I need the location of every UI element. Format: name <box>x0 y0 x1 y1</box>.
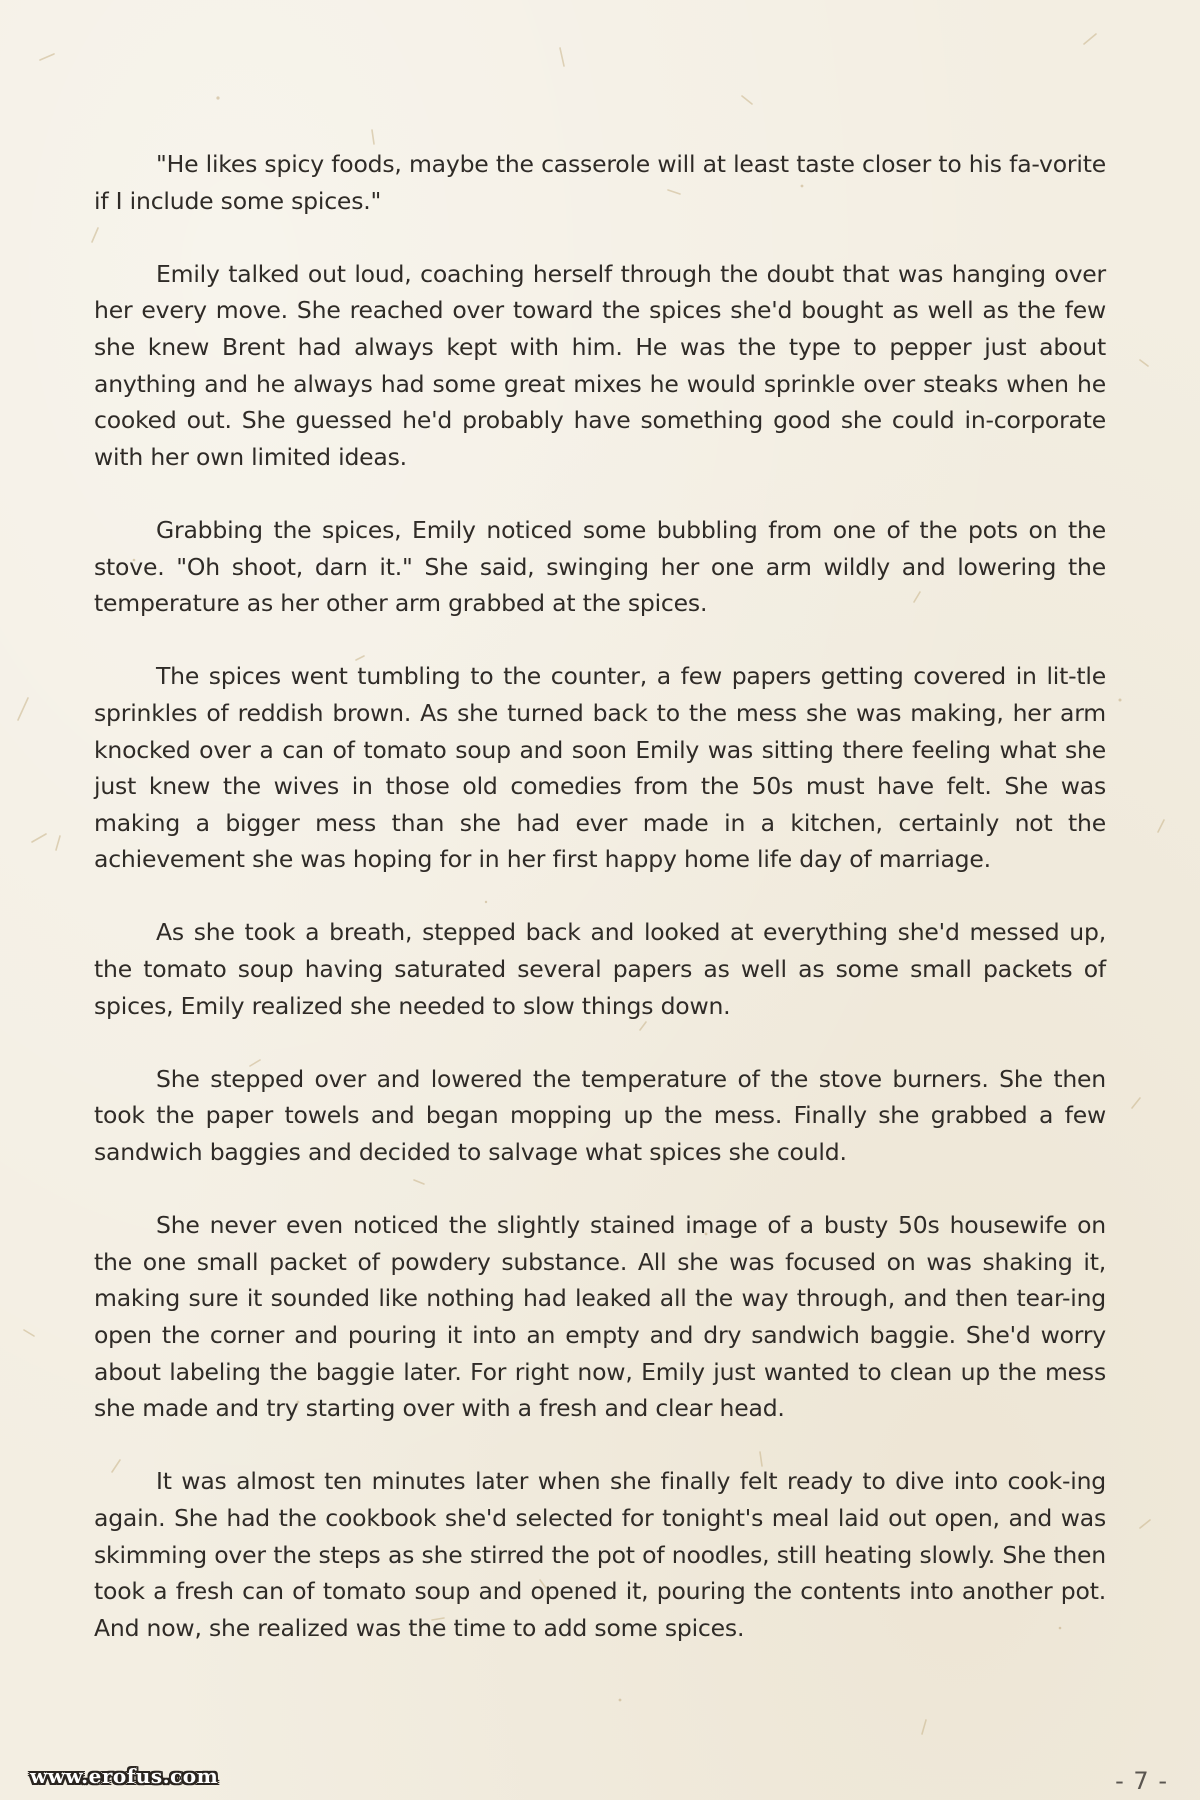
page-number: - 7 - <box>1115 1767 1168 1795</box>
paragraph-2: Emily talked out loud, coaching herself through the doubt that was hanging over her every move. She reached over toward the spices she'd bought as well as the few she knew Brent had always kept with him. He was the type to pepper just about anything and he always had some great mixes he would sprinkle over steaks when he cooked out. She guessed he'd probably have something good she could in-corporate with her own limited ideas. <box>94 259 1106 471</box>
paragraph-6: She stepped over and lowered the temperature of the stove burners. She then took the paper towels and began mopping up the mess. Finally she grabbed a few sandwich baggies and decided to salvage what spices she could. <box>94 1064 1106 1167</box>
story-text <box>94 146 1106 1646</box>
paragraph-4: The spices went tumbling to the counter, a few papers getting covered in lit-tle sprinkles of reddish brown. As she turned back to the mess she was making, her arm knocked over a can of tomato soup and soon Emily was sitting there feeling what she just knew the wives in those old comedies from the 50s must have felt. She was making a bigger mess than she had ever made in a kitchen, certainly not the achievement she was hoping for in her first happy home life day of marriage. <box>94 662 1106 874</box>
paragraph-8: It was almost ten minutes later when she finally felt ready to dive into cook-ing again. She had the cookbook she'd selected for tonight's meal laid out open, and was skimming over the steps as she stirred the pot of noodles, still heating slowly. She then took a fresh can of tomato soup and opened it, pouring the contents into another pot. And now, she realized was the time to add some spices. <box>94 1467 1106 1642</box>
paragraph-5: As she took a breath, stepped back and looked at everything she'd messed up, the tomato soup having saturated several papers as well as some small packets of spices, Emily realized she needed to slow things down. <box>94 918 1106 1020</box>
paragraph-3: Grabbing the spices, Emily noticed some bubbling from one of the pots on the stove. "Oh shoot, darn it." She said, swinging her one arm wildly and lowering the temperature as her other arm grabbed at the spices. <box>94 515 1106 618</box>
paragraph-1: "He likes spicy foods, maybe the casserole will at least taste closer to his fa-vorite if I include some spices." <box>94 150 1106 215</box>
paragraph-7: She never even noticed the slightly stained image of a busty 50s housewife on the one small packet of powdery substance. All she was focused on was shaking it, making sure it sounded like nothing had leaked all the way through, and then tear-ing open the corner and pouring it into an empty and dry sandwich baggie. She'd worry about labeling the baggie later. For right now, Emily just wanted to clean up the mess she made and try starting over with a fresh and clear head. <box>94 1211 1106 1423</box>
site-watermark: www.erofus.com <box>30 1764 219 1788</box>
